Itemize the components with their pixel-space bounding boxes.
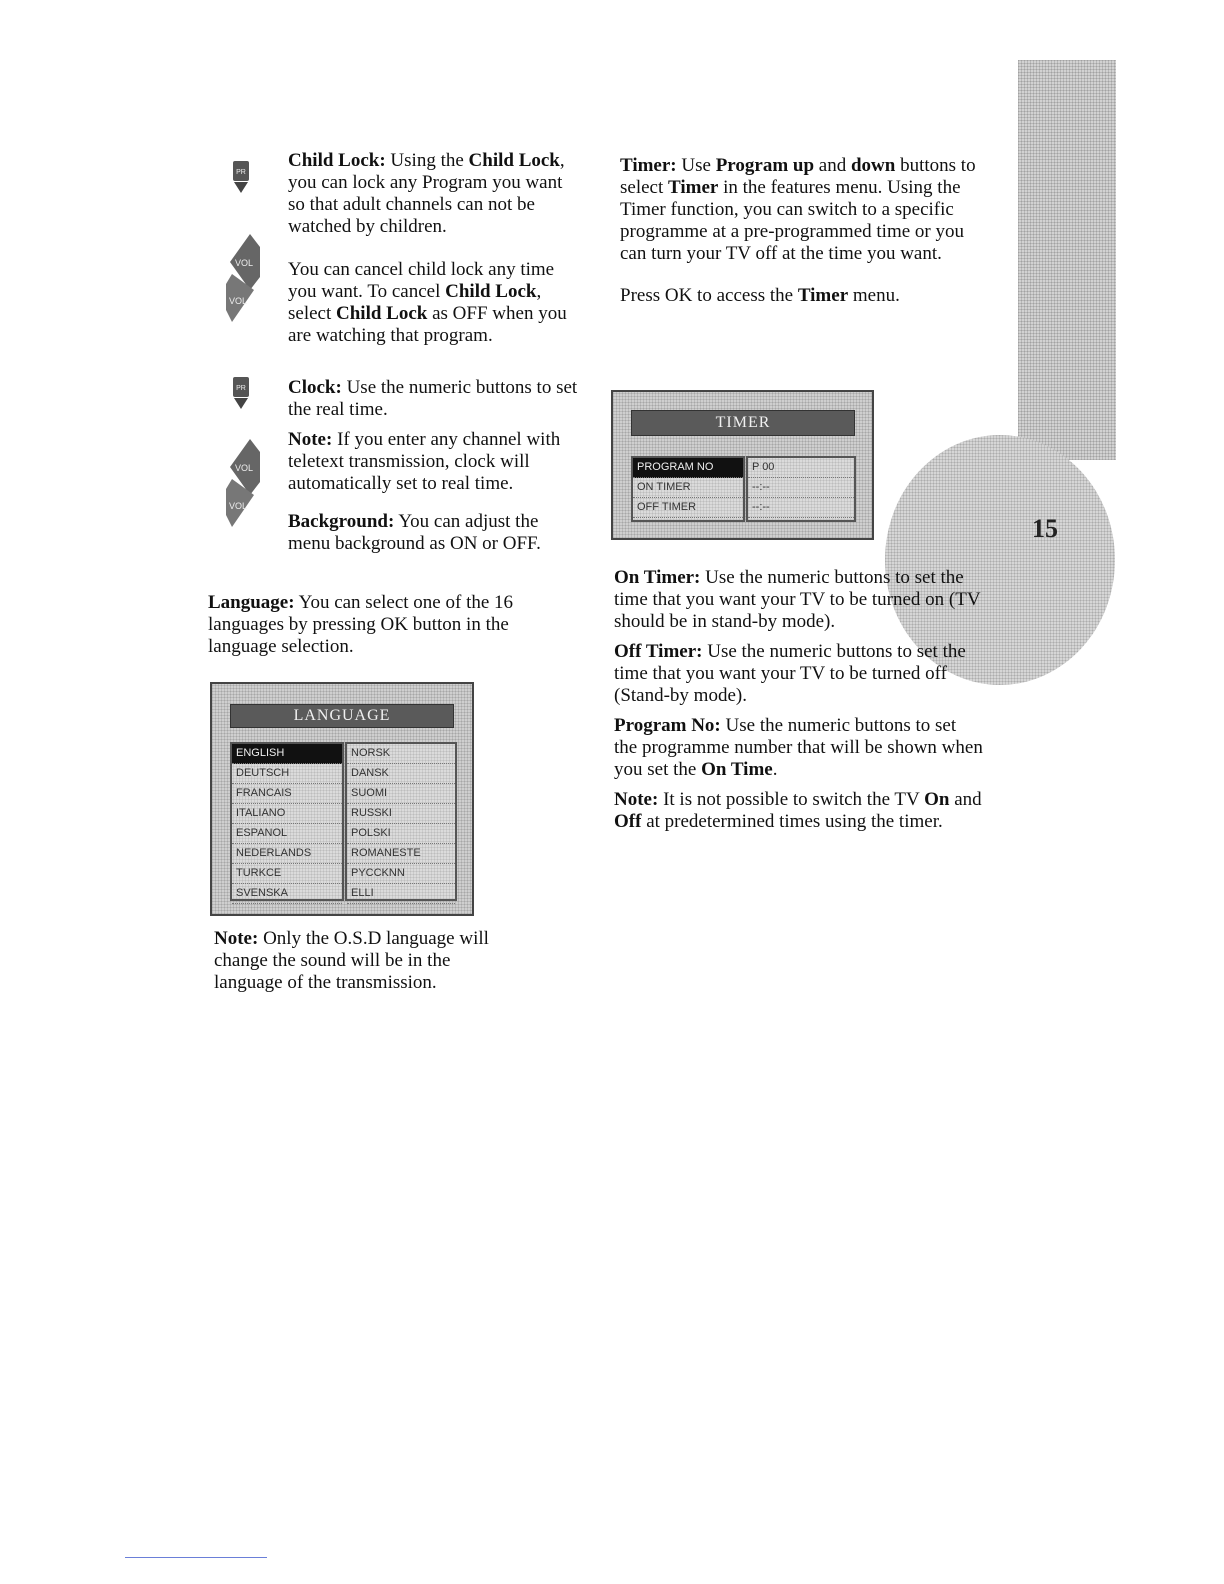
timer-list-right bbox=[746, 456, 856, 522]
child-lock-section bbox=[288, 150, 583, 347]
child-lock-cancel-paragraph bbox=[288, 259, 583, 347]
vol-button-icon bbox=[220, 437, 270, 532]
language-option[interactable]: ITALIANO bbox=[232, 804, 342, 824]
off-timer-paragraph bbox=[614, 641, 984, 707]
text: . bbox=[772, 759, 778, 780]
text: menu. bbox=[848, 285, 900, 306]
text: You can select one of the 16 languages by pressing OK button in the language selection. bbox=[208, 592, 514, 657]
vol-button-icon bbox=[220, 232, 270, 327]
language-option[interactable]: POLSKI bbox=[347, 824, 455, 844]
svg-text:VOL: VOL bbox=[228, 296, 248, 306]
text-bold: On bbox=[924, 789, 950, 810]
background-heading: Background: bbox=[288, 511, 395, 532]
text: and bbox=[814, 155, 851, 176]
timer-option[interactable]: OFF TIMER bbox=[633, 498, 743, 518]
timer-value[interactable]: --:-- bbox=[748, 498, 854, 518]
language-menu bbox=[210, 682, 474, 916]
language-option[interactable]: ROMANESTE bbox=[347, 844, 455, 864]
svg-text:VOL: VOL bbox=[228, 501, 248, 511]
text-bold: Timer bbox=[797, 285, 849, 306]
child-lock-paragraph bbox=[288, 150, 583, 238]
timer-list-left bbox=[631, 456, 745, 522]
language-option[interactable]: SUOMI bbox=[347, 784, 455, 804]
language-paragraph bbox=[208, 592, 568, 658]
clock-paragraph bbox=[288, 377, 583, 421]
text: and bbox=[949, 789, 982, 810]
language-option[interactable]: NORSK bbox=[347, 744, 455, 764]
language-heading: Language: bbox=[208, 592, 295, 613]
background-paragraph bbox=[288, 511, 583, 555]
text-bold: Program up bbox=[715, 155, 815, 176]
note-heading: Note: bbox=[214, 928, 259, 949]
timer-heading: Timer: bbox=[620, 155, 677, 176]
text: Use the numeric buttons to set the time that you want your TV to be turned off (Stand-by mode). bbox=[614, 641, 966, 706]
svg-text:PR: PR bbox=[236, 169, 246, 176]
text: Use the numeric buttons to set the programme number that will be shown when you set the bbox=[614, 715, 983, 780]
text-bold: Child Lock bbox=[445, 281, 537, 302]
timer-paragraph bbox=[620, 155, 985, 265]
language-option[interactable]: ELLI bbox=[347, 884, 455, 904]
language-option[interactable]: ESPANOL bbox=[232, 824, 342, 844]
program-no-paragraph bbox=[614, 715, 984, 781]
text: Using the bbox=[385, 150, 469, 171]
text: , select bbox=[288, 281, 542, 324]
text: in the features menu. Using the Timer function, you can switch to a specific programme at a pre-programmed time or you can turn your TV off at the time you want. bbox=[620, 177, 964, 264]
language-section bbox=[208, 592, 568, 658]
note-heading: Note: bbox=[614, 789, 659, 810]
text: , you can lock any Program you want so that adult channels can not be watched by children. bbox=[288, 150, 565, 237]
text: It is not possible to switch the TV bbox=[658, 789, 925, 810]
clock-section bbox=[288, 377, 583, 555]
text-bold: Timer bbox=[668, 177, 719, 198]
language-option[interactable]: RUSSKI bbox=[347, 804, 455, 824]
child-lock-heading: Child Lock: bbox=[288, 150, 386, 171]
text-bold: down bbox=[850, 155, 896, 176]
timer-details-section bbox=[614, 567, 984, 833]
text-bold: On Time bbox=[701, 759, 773, 780]
timer-option[interactable]: PROGRAM NO bbox=[633, 458, 743, 478]
language-option[interactable]: PYCCKNN bbox=[347, 864, 455, 884]
timer-value[interactable]: P 00 bbox=[748, 458, 854, 478]
on-timer-paragraph bbox=[614, 567, 984, 633]
language-menu-title: LANGUAGE bbox=[230, 704, 454, 728]
timer-value[interactable]: --:-- bbox=[748, 478, 854, 498]
clock-heading: Clock: bbox=[288, 377, 342, 398]
text: If you enter any channel with teletext transmission, clock will automatically set to real time. bbox=[288, 429, 561, 494]
language-option[interactable]: SVENSKA bbox=[232, 884, 342, 904]
text: at predetermined times using the timer. bbox=[641, 811, 943, 832]
page-number: 15 bbox=[1032, 514, 1058, 543]
text: Only the O.S.D language will change the sound will be in the language of the transmission. bbox=[214, 928, 489, 993]
language-option[interactable]: DANSK bbox=[347, 764, 455, 784]
text: as OFF when you are watching that program. bbox=[288, 303, 567, 346]
text-bold: Off bbox=[614, 811, 642, 832]
language-option[interactable]: DEUTSCH bbox=[232, 764, 342, 784]
note-heading: Note: bbox=[288, 429, 333, 450]
timer-note bbox=[614, 789, 984, 833]
language-option[interactable]: FRANCAIS bbox=[232, 784, 342, 804]
timer-menu bbox=[611, 390, 874, 540]
text: Use bbox=[676, 155, 716, 176]
off-timer-heading: Off Timer: bbox=[614, 641, 703, 662]
language-option[interactable]: ENGLISH bbox=[232, 744, 342, 764]
svg-text:VOL: VOL bbox=[234, 463, 254, 473]
svg-text:VOL: VOL bbox=[234, 258, 254, 268]
language-note bbox=[214, 928, 504, 994]
language-list-right bbox=[345, 742, 457, 901]
language-option[interactable]: NEDERLANDS bbox=[232, 844, 342, 864]
on-timer-heading: On Timer: bbox=[614, 567, 701, 588]
timer-menu-title: TIMER bbox=[631, 410, 855, 436]
text: You can adjust the menu background as ON or OFF. bbox=[288, 511, 541, 554]
timer-access-paragraph bbox=[620, 285, 985, 307]
text-bold: Child Lock bbox=[468, 150, 560, 171]
text: Use the numeric buttons to set the time that you want your TV to be turned on (TV should be in stand-by mode). bbox=[614, 567, 981, 632]
timer-option[interactable]: ON TIMER bbox=[633, 478, 743, 498]
clock-note bbox=[288, 429, 583, 495]
language-list-left bbox=[230, 742, 344, 901]
pr-button-icon bbox=[232, 160, 250, 194]
text: You can cancel child lock any time you want. To cancel bbox=[288, 259, 555, 302]
language-note-section bbox=[214, 928, 504, 994]
text: Use the numeric buttons to set the real time. bbox=[288, 377, 578, 420]
text: buttons to select bbox=[620, 155, 976, 198]
svg-text:PR: PR bbox=[236, 385, 246, 392]
text-bold: Child Lock bbox=[336, 303, 428, 324]
language-option[interactable]: TURKCE bbox=[232, 864, 342, 884]
text: Press OK to access the bbox=[620, 285, 798, 306]
pr-button-icon bbox=[232, 376, 250, 410]
program-no-heading: Program No: bbox=[614, 715, 721, 736]
footer-divider bbox=[125, 1557, 267, 1558]
timer-section bbox=[620, 155, 985, 307]
page-tab-bar bbox=[1018, 60, 1116, 460]
